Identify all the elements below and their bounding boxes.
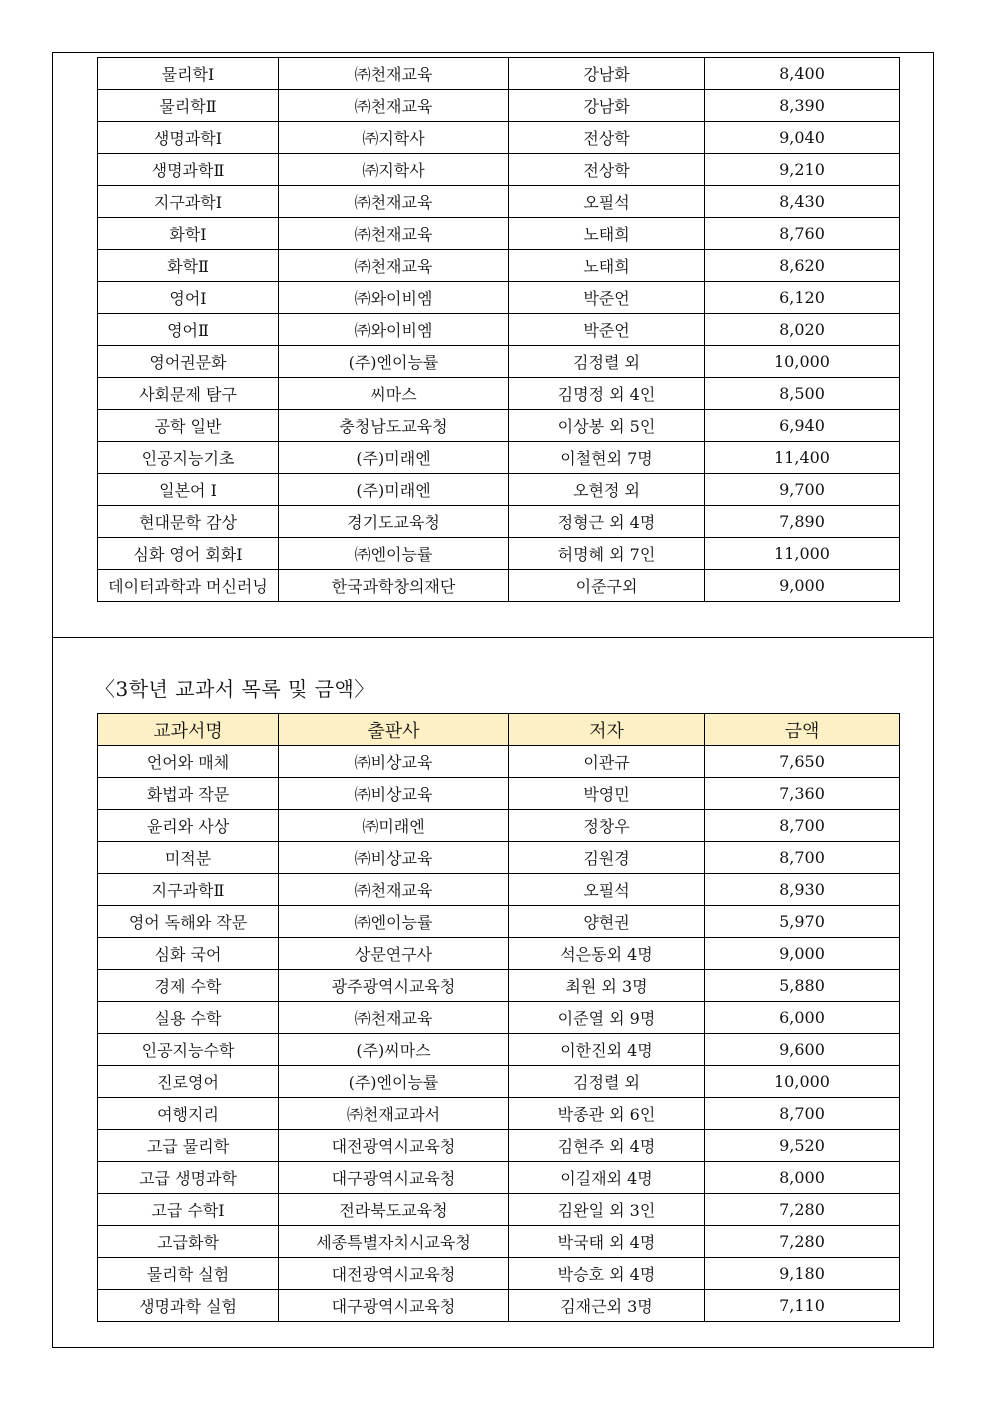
table-row [98,58,900,90]
cell-price: 8,620 [705,250,900,282]
cell-title: 데이터과학과 머신러닝 [98,570,279,602]
table-row [98,1066,900,1098]
cell-price: 8,930 [705,874,900,906]
cell-title: 고급 수학Ⅰ [98,1194,279,1226]
cell-title: 여행지리 [98,1098,279,1130]
cell-author: 김원경 [509,842,705,874]
cell-publisher: (주)미래엔 [279,442,509,474]
table-row [98,154,900,186]
cell-author: 박준언 [509,314,705,346]
cell-publisher: (주)엔이능률 [279,1066,509,1098]
cell-price: 10,000 [705,346,900,378]
table-row [98,1226,900,1258]
cell-author: 박종관 외 6인 [509,1098,705,1130]
cell-publisher: 상문연구사 [279,938,509,970]
cell-publisher: ㈜비상교육 [279,746,509,778]
cell-publisher: (주)씨마스 [279,1034,509,1066]
cell-author: 박영민 [509,778,705,810]
table-row [98,282,900,314]
cell-price: 9,000 [705,938,900,970]
table-body [98,746,900,1322]
cell-publisher: (주)미래엔 [279,474,509,506]
cell-publisher: ㈜지학사 [279,122,509,154]
cell-publisher: ㈜천재교과서 [279,1098,509,1130]
cell-title: 경제 수학 [98,970,279,1002]
cell-author: 김정렬 외 [509,346,705,378]
cell-title: 현대문학 감상 [98,506,279,538]
table-row [98,746,900,778]
cell-price: 7,280 [705,1226,900,1258]
table-row [98,218,900,250]
cell-publisher: ㈜비상교육 [279,842,509,874]
cell-price: 8,700 [705,1098,900,1130]
header-title: 교과서명 [98,714,279,746]
table-row [98,1258,900,1290]
cell-publisher: 한국과학창의재단 [279,570,509,602]
cell-price: 9,700 [705,474,900,506]
cell-price: 9,180 [705,1258,900,1290]
table-body [98,58,900,602]
cell-title: 영어권문화 [98,346,279,378]
cell-title: 고급화학 [98,1226,279,1258]
cell-publisher: 세종특별자치시교육청 [279,1226,509,1258]
table-row [98,378,900,410]
cell-author: 정형근 외 4명 [509,506,705,538]
cell-title: 영어Ⅱ [98,314,279,346]
cell-author: 김정렬 외 [509,1066,705,1098]
cell-author: 김현주 외 4명 [509,1130,705,1162]
cell-price: 8,760 [705,218,900,250]
cell-author: 이철현외 7명 [509,442,705,474]
grade3-textbook-table [97,713,900,1322]
cell-author: 최원 외 3명 [509,970,705,1002]
cell-author: 이상봉 외 5인 [509,410,705,442]
cell-publisher: 대구광역시교육청 [279,1162,509,1194]
cell-title: 미적분 [98,842,279,874]
cell-publisher: 경기도교육청 [279,506,509,538]
cell-title: 고급 생명과학 [98,1162,279,1194]
cell-title: 윤리와 사상 [98,810,279,842]
table-row [98,938,900,970]
cell-author: 오현정 외 [509,474,705,506]
cell-title: 인공지능기초 [98,442,279,474]
cell-author: 김완일 외 3인 [509,1194,705,1226]
table-row [98,506,900,538]
header-author: 저자 [509,714,705,746]
cell-price: 8,000 [705,1162,900,1194]
table-row [98,778,900,810]
header-price: 금액 [705,714,900,746]
cell-author: 박준언 [509,282,705,314]
cell-title: 화학Ⅰ [98,218,279,250]
table-row [98,250,900,282]
cell-price: 6,940 [705,410,900,442]
cell-publisher: ㈜엔이능률 [279,906,509,938]
cell-author: 허명혜 외 7인 [509,538,705,570]
cell-title: 생명과학Ⅱ [98,154,279,186]
table-row [98,1002,900,1034]
cell-publisher: 대전광역시교육청 [279,1130,509,1162]
cell-title: 영어Ⅰ [98,282,279,314]
cell-publisher: ㈜지학사 [279,154,509,186]
cell-author: 노태희 [509,218,705,250]
table-row [98,442,900,474]
cell-price: 8,700 [705,842,900,874]
grade2-textbook-table [97,57,900,602]
table-row [98,1194,900,1226]
cell-price: 11,000 [705,538,900,570]
table-row [98,314,900,346]
cell-title: 진로영어 [98,1066,279,1098]
cell-price: 9,040 [705,122,900,154]
cell-author: 이준구외 [509,570,705,602]
table-row [98,970,900,1002]
cell-title: 지구과학Ⅰ [98,186,279,218]
table-row [98,874,900,906]
cell-title: 화학Ⅱ [98,250,279,282]
cell-author: 이한진외 4명 [509,1034,705,1066]
cell-title: 사회문제 탐구 [98,378,279,410]
cell-publisher: 대구광역시교육청 [279,1290,509,1322]
cell-price: 9,600 [705,1034,900,1066]
page-frame [52,52,934,1348]
cell-price: 8,700 [705,810,900,842]
cell-author: 전상학 [509,122,705,154]
cell-title: 생명과학 실험 [98,1290,279,1322]
cell-price: 7,650 [705,746,900,778]
table-row [98,186,900,218]
cell-price: 8,500 [705,378,900,410]
cell-publisher: ㈜천재교육 [279,250,509,282]
header-publisher: 출판사 [279,714,509,746]
cell-price: 9,000 [705,570,900,602]
cell-price: 10,000 [705,1066,900,1098]
cell-author: 김명정 외 4인 [509,378,705,410]
cell-title: 심화 국어 [98,938,279,970]
cell-title: 일본어 Ⅰ [98,474,279,506]
cell-title: 언어와 매체 [98,746,279,778]
cell-price: 8,390 [705,90,900,122]
cell-publisher: ㈜미래엔 [279,810,509,842]
cell-title: 인공지능수학 [98,1034,279,1066]
cell-price: 8,020 [705,314,900,346]
cell-author: 양현권 [509,906,705,938]
section-divider [53,637,933,638]
table-row [98,1034,900,1066]
table-row [98,410,900,442]
table-row [98,810,900,842]
cell-publisher: ㈜와이비엠 [279,282,509,314]
table-row [98,1130,900,1162]
table-row [98,538,900,570]
cell-title: 물리학 실험 [98,1258,279,1290]
table-row [98,842,900,874]
table-row [98,1162,900,1194]
cell-price: 7,280 [705,1194,900,1226]
table-header-row [98,714,900,746]
cell-title: 생명과학Ⅰ [98,122,279,154]
table-row [98,346,900,378]
cell-author: 박승호 외 4명 [509,1258,705,1290]
cell-author: 박국태 외 4명 [509,1226,705,1258]
cell-publisher: 씨마스 [279,378,509,410]
cell-price: 8,430 [705,186,900,218]
cell-publisher: 전라북도교육청 [279,1194,509,1226]
cell-publisher: ㈜천재교육 [279,218,509,250]
cell-price: 11,400 [705,442,900,474]
cell-publisher: ㈜천재교육 [279,58,509,90]
cell-publisher: ㈜천재교육 [279,186,509,218]
cell-title: 공학 일반 [98,410,279,442]
cell-publisher: ㈜비상교육 [279,778,509,810]
table-row [98,1098,900,1130]
cell-author: 김재근외 3명 [509,1290,705,1322]
cell-author: 석은동외 4명 [509,938,705,970]
cell-price: 9,520 [705,1130,900,1162]
cell-author: 전상학 [509,154,705,186]
table-row [98,1290,900,1322]
cell-author: 이준열 외 9명 [509,1002,705,1034]
table-row [98,474,900,506]
cell-author: 오필석 [509,186,705,218]
cell-title: 화법과 작문 [98,778,279,810]
cell-publisher: ㈜와이비엠 [279,314,509,346]
cell-title: 실용 수학 [98,1002,279,1034]
cell-publisher: ㈜천재교육 [279,1002,509,1034]
cell-author: 강남화 [509,90,705,122]
cell-author: 오필석 [509,874,705,906]
cell-price: 7,110 [705,1290,900,1322]
cell-price: 7,360 [705,778,900,810]
cell-publisher: (주)엔이능률 [279,346,509,378]
cell-price: 8,400 [705,58,900,90]
cell-author: 이관규 [509,746,705,778]
table-row [98,570,900,602]
cell-price: 6,120 [705,282,900,314]
cell-title: 심화 영어 회화Ⅰ [98,538,279,570]
cell-price: 6,000 [705,1002,900,1034]
table-row [98,90,900,122]
cell-title: 물리학Ⅰ [98,58,279,90]
cell-publisher: 대전광역시교육청 [279,1258,509,1290]
cell-publisher: 광주광역시교육청 [279,970,509,1002]
cell-author: 노태희 [509,250,705,282]
cell-publisher: 충청남도교육청 [279,410,509,442]
cell-title: 물리학Ⅱ [98,90,279,122]
cell-price: 5,880 [705,970,900,1002]
cell-title: 지구과학Ⅱ [98,874,279,906]
section-title: 〈3학년 교과서 목록 및 금액〉 [95,677,375,701]
cell-title: 영어 독해와 작문 [98,906,279,938]
cell-author: 정창우 [509,810,705,842]
cell-publisher: ㈜천재교육 [279,874,509,906]
cell-author: 이길재외 4명 [509,1162,705,1194]
cell-author: 강남화 [509,58,705,90]
table-row [98,906,900,938]
cell-publisher: ㈜천재교육 [279,90,509,122]
cell-price: 7,890 [705,506,900,538]
cell-title: 고급 물리학 [98,1130,279,1162]
table-row [98,122,900,154]
cell-price: 9,210 [705,154,900,186]
cell-price: 5,970 [705,906,900,938]
cell-publisher: ㈜엔이능률 [279,538,509,570]
